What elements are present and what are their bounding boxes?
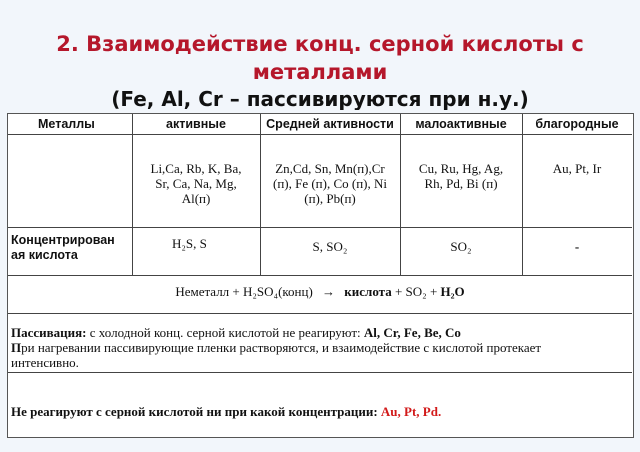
passivation-label: Пассивация: [11, 325, 87, 340]
content-panel [7, 113, 634, 438]
passivation-line2-start: П [11, 340, 22, 355]
grid-line [8, 227, 632, 228]
acid-row-label: Концентрирован ая кислота [11, 233, 115, 262]
noble-metals-list: Au, Pt, Ir [552, 161, 602, 176]
title-line-2: металлами [252, 60, 388, 84]
passivation-text: с холодной конц. серной кислотой не реагируют: [86, 325, 364, 340]
header-metals: Металлы [38, 117, 95, 131]
reaction-left: Неметалл + H₂SO₄(конц) [175, 284, 313, 299]
grid-line [8, 275, 632, 276]
reaction-water: H₂O [440, 284, 465, 299]
no-reaction-block [11, 404, 629, 419]
grid-line [8, 313, 632, 314]
reaction-arrow: → [322, 284, 336, 299]
noble-products: - [574, 239, 580, 254]
header-medium: Средней активности [266, 117, 394, 131]
low-products: SO₂ [450, 239, 472, 254]
no-reaction-metals: Au, Pt, Pd. [380, 404, 442, 419]
reaction-acid: кислота [344, 284, 392, 299]
active-metals-list: Li,Ca, Rb, K, Ba, Sr, Ca, Na, Mg, Al(п) [150, 161, 242, 206]
medium-products: S, SO₂ [312, 239, 348, 254]
grid-line [8, 372, 632, 373]
slide-title [0, 30, 640, 86]
reaction-rest: + SO₂ + [394, 284, 438, 299]
active-products: H₂S, S [172, 236, 207, 251]
no-reaction-text: Не реагируют с серной кислотой ни при какой концентрации: [11, 404, 378, 419]
passivation-metals: Al, Cr, Fe, Be, Co [363, 325, 461, 340]
header-noble: благородные [535, 117, 619, 131]
slide-subtitle: (Fe, Al, Cr – пассивируются при н.у.) [111, 88, 529, 110]
passivation-line2: ри нагревании пассивирующие пленки растворяются, и взаимодействие с кислотой протекает [21, 340, 542, 355]
passivation-line3: интенсивно. [11, 355, 79, 370]
header-active: активные [166, 117, 226, 131]
nonmetal-reaction [8, 284, 632, 299]
grid-line [8, 134, 632, 135]
low-metals-list: Cu, Ru, Hg, Ag, Rh, Pd, Bi (п) [418, 161, 504, 191]
medium-metals-list: Zn,Cd, Sn, Mn(п),Cr (п), Fe (п), Co (п), Ni (п), Pb(п) [272, 161, 388, 206]
passivation-block [11, 325, 629, 370]
header-low: малоактивные [415, 117, 507, 131]
title-line-1: 2. Взаимодействие конц. серной кислоты с [56, 32, 584, 56]
